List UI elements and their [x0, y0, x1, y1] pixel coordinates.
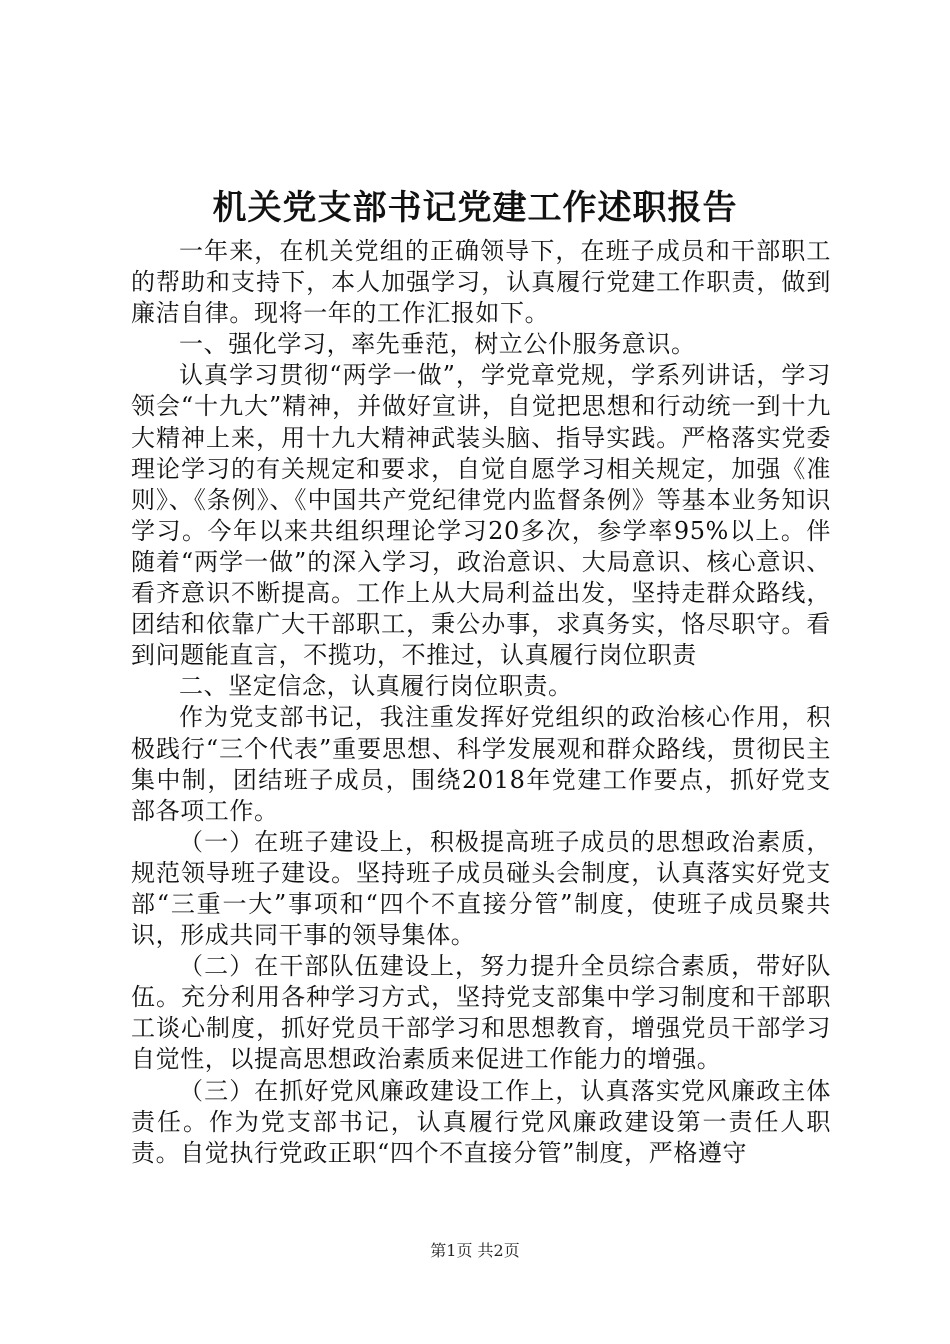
paragraph-role: 作为党支部书记，我注重发挥好党组织的政治核心作用，积极践行“三个代表”重要思想、科学发展观和群众路线，贯彻民主集中制，团结班子成员，围绕2018年党建工作要点，抓好党支部各项工作。 — [131, 703, 831, 825]
page-footer: 第1页 共2页 — [430, 1241, 520, 1260]
paragraph-team-building: （一）在班子建设上，积极提高班子成员的思想政治素质，规范领导班子建设。坚持班子成员碰头会制度，认真落实好党支部“三重一大”事项和“四个不直接分管”制度，使班子成员聚共识，形成共同干事的领导集体。 — [131, 827, 831, 950]
section-heading-1: 一、强化学习，率先垂范，树立公仆服务意识。 — [179, 330, 696, 359]
paragraph-integrity: （三）在抓好党风廉政建设工作上，认真落实党风廉政主体责任。作为党支部书记，认真履行党风廉政建设第一责任人职责。自觉执行党政正职“四个不直接分管”制度，严格遵守 — [131, 1076, 831, 1167]
section-heading-2: 二、坚定信念，认真履行岗位职责。 — [179, 672, 573, 701]
document-title: 机关党支部书记党建工作述职报告 — [212, 188, 738, 228]
paragraph-cadre-building: （二）在干部队伍建设上，努力提升全员综合素质，带好队伍。充分利用各种学习方式，坚持党支部集中学习制度和干部职工谈心制度，抓好党员干部学习和思想教育，增强党员干部学习自觉性，以提高思想政治素质来促进工作能力的增强。 — [131, 952, 831, 1074]
paragraph-intro: 一年来，在机关党组的正确领导下，在班子成员和干部职工的帮助和支持下，本人加强学习，认真履行党建工作职责，做到廉洁自律。现将一年的工作汇报如下。 — [131, 237, 831, 328]
document-body — [131, 236, 831, 1169]
paragraph-study: 认真学习贯彻“两学一做”，学党章党规，学系列讲话，学习领会“十九大”精神，并做好宣讲，自觉把思想和行动统一到十九大精神上来，用十九大精神武装头脑、指导实践。严格落实党委理论学习的有关规定和要求，自觉自愿学习相关规定，加强《准则》、《条例》、《中国共产党纪律党内监督条例》等基本业务知识学习。今年以来共组织理论学习20多次，参学率95%以上。伴随着“两学一做”的深入学习，政治意识、大局意识、核心意识、看齐意识不断提高。工作上从大局利益出发，坚持走群众路线，团结和依靠广大干部职工，秉公办事，求真务实，恪尽职守。看到问题能直言，不揽功，不推过，认真履行岗位职责 — [131, 361, 831, 670]
